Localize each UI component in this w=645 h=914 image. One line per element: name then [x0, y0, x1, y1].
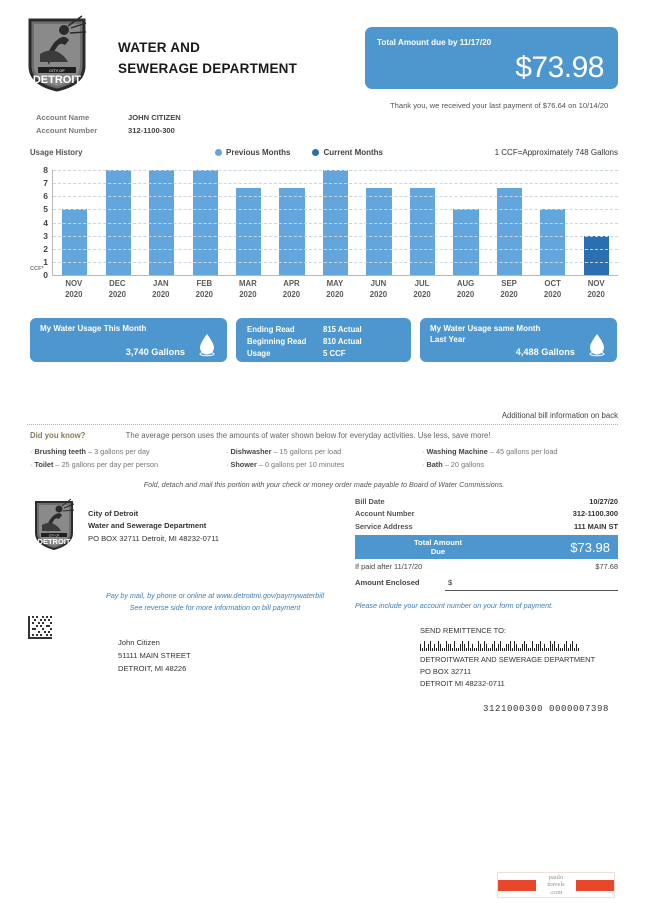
- barcode-bar: [470, 648, 471, 652]
- meter-reads-table: [247, 324, 362, 360]
- account-number-row: [36, 125, 181, 138]
- legend-dot-current-icon: [312, 149, 319, 156]
- org-line-1: City of Detroit: [88, 509, 139, 518]
- tips-column: [30, 445, 226, 472]
- chart-x-label: JUN 2020: [369, 279, 388, 299]
- customer-mailing-address: [118, 637, 191, 675]
- watermark-line-2: travels: [547, 881, 565, 889]
- barcode-bar: [562, 648, 563, 652]
- chart-gridline: [53, 183, 618, 184]
- late-amount-value: $77.68: [595, 562, 618, 572]
- total-label-line1: Total Amount: [413, 537, 463, 547]
- fold-instruction: Fold, detach and mail this portion with your check or money order made payable to Board of Water Commissions.: [143, 480, 505, 489]
- tip-detail: – 15 gallons per load: [271, 446, 342, 456]
- legend-label-current: Current Months: [323, 148, 384, 157]
- barcode-bar: [462, 641, 463, 652]
- watermark-text: [536, 874, 576, 896]
- barcode-bar: [538, 644, 539, 651]
- chart-y-tick: 2: [43, 243, 48, 254]
- tip-item: · Brushing teeth – 3 gallons per day: [30, 446, 150, 456]
- barcode-bar: [524, 641, 525, 652]
- tips-column: [422, 445, 618, 472]
- pay-note-line-1: Pay by mail, by phone or online at www.detroitmi.gov/paymywaterbill: [105, 591, 325, 600]
- watermark-bar-left: [498, 880, 536, 891]
- late-amount-row: [355, 562, 618, 571]
- barcode-bar: [552, 644, 553, 651]
- barcode-bar: [558, 644, 559, 651]
- barcode-bar: [522, 644, 523, 651]
- tip-name: Bath: [426, 460, 443, 470]
- bill-detail-rows: [355, 496, 618, 533]
- remit-line-1: DETROITWATER AND SEWERAGE DEPARTMENT: [420, 655, 596, 665]
- chart-x-label: OCT 2020: [543, 279, 562, 299]
- legend-item-current: [312, 148, 383, 157]
- barcode-bar: [496, 648, 497, 652]
- bill-detail-value: 10/27/20: [589, 497, 618, 506]
- micr-account-line: 3121000300 0000007398: [483, 704, 610, 714]
- tips-heading: Did you know?: [30, 431, 86, 440]
- chart-y-tick: 8: [43, 165, 48, 175]
- barcode-bar: [440, 644, 441, 651]
- barcode-bar: [576, 644, 577, 651]
- total-amount-due-label: [363, 538, 513, 557]
- barcode-bar: [572, 641, 573, 652]
- meter-read-row: [247, 324, 362, 336]
- tip-item: · Toilet – 25 gallons per day per person: [30, 460, 159, 470]
- barcode-bar: [508, 644, 509, 651]
- datamatrix-code-icon: [27, 615, 53, 641]
- seal-subtext: CITY OF: [49, 68, 65, 73]
- chart-x-label: FEB 2020: [195, 279, 214, 299]
- chart-gridline: [53, 249, 618, 250]
- barcode-bar: [494, 641, 495, 652]
- usage-last-year-title: [430, 324, 540, 346]
- barcode-bar: [544, 644, 545, 651]
- barcode-bar: [474, 648, 475, 652]
- seal-text: DETROIT: [32, 74, 82, 86]
- tip-item: · Dishwasher – 15 gallons per load: [226, 446, 342, 456]
- footer-watermark: [497, 872, 615, 898]
- barcode-bar: [454, 641, 455, 652]
- chart-x-label: NOV 2020: [587, 279, 605, 299]
- barcode-bar: [428, 644, 429, 651]
- barcode-bar: [420, 644, 421, 651]
- brand-line-2: SEWERAGE DEPARTMENT: [118, 60, 298, 76]
- pay-note-line-2: See reverse side for more information on bill payment: [129, 602, 301, 612]
- tip-item: · Shower – 0 gallons per 10 minutes: [226, 460, 345, 470]
- barcode-bar: [528, 648, 529, 652]
- amount-enclosed-field[interactable]: [355, 578, 618, 591]
- meter-read-row: [247, 336, 362, 348]
- barcode-bar: [546, 648, 547, 652]
- dotted-divider: [27, 424, 618, 425]
- barcode-bar: [422, 648, 423, 652]
- barcode-bar: [444, 648, 445, 652]
- meter-read-label: Beginning Read: [247, 336, 307, 346]
- late-amount-label: If paid after 11/17/20: [355, 562, 423, 572]
- barcode-bar: [488, 648, 489, 652]
- barcode-bar: [480, 644, 481, 651]
- legend-item-previous: [215, 148, 290, 157]
- chart-bar: [453, 209, 478, 275]
- water-drop-icon: [198, 333, 216, 357]
- barcode-bar: [566, 641, 567, 652]
- barcode-bar: [574, 648, 575, 652]
- chart-x-label: NOV 2020: [65, 279, 83, 299]
- chart-x-label: JUL 2020: [413, 279, 431, 299]
- chart-plot-area: [43, 165, 618, 280]
- barcode-bar: [456, 648, 457, 652]
- chart-gridline: [53, 236, 618, 237]
- barcode-bar: [564, 644, 565, 651]
- barcode-bar: [510, 641, 511, 652]
- tip-name: Washing Machine: [426, 446, 488, 456]
- chart-y-tick: 1: [43, 256, 48, 267]
- conservation-tips: [30, 430, 618, 489]
- chart-x-label: JAN 2020: [152, 279, 170, 299]
- customer-city-state-zip: DETROIT, MI 48226: [118, 663, 187, 673]
- tip-name: Dishwasher: [230, 446, 272, 456]
- chart-bar: [540, 209, 565, 275]
- barcode-bar: [534, 648, 535, 652]
- tip-detail: – 20 gallons: [442, 460, 485, 470]
- barcode-bar: [554, 641, 555, 652]
- watermark-bar-right: [576, 880, 614, 891]
- chart-gridline: [53, 170, 618, 171]
- total-amount-due-value: $73.98: [570, 539, 610, 555]
- barcode-bar: [478, 641, 479, 652]
- chart-legend: [215, 148, 383, 157]
- barcode-bar: [536, 644, 537, 651]
- account-name-value: JOHN CITIZEN: [128, 113, 181, 122]
- account-name-label: Account Name: [36, 113, 90, 122]
- tip-detail: – 3 gallons per day: [85, 446, 150, 456]
- chart-header: [30, 148, 618, 164]
- chart-y-tick: 7: [43, 178, 48, 189]
- barcode-bar: [490, 648, 491, 652]
- barcode-bar: [568, 648, 569, 652]
- chart-gridline: [53, 196, 618, 197]
- chart-gridline: [53, 223, 618, 224]
- chart-x-axis-labels: [52, 279, 618, 300]
- amount-enclosed-input[interactable]: [445, 578, 618, 591]
- remit-line-2: PO BOX 32711: [420, 667, 472, 677]
- tip-name: Toilet: [34, 460, 54, 470]
- barcode-bar: [446, 641, 447, 652]
- usage-this-month-title: My Water Usage This Month: [40, 324, 147, 333]
- barcode-bar: [530, 648, 531, 652]
- usage-last-year-title-line2: Last Year: [430, 334, 466, 344]
- customer-name: John Citizen: [118, 638, 160, 647]
- barcode-bar: [442, 648, 443, 652]
- account-summary: [36, 112, 181, 137]
- tips-lead: The average person uses the amounts of water shown below for everyday activities. Use less, save more!: [125, 431, 491, 440]
- last-payment-note: Thank you, we received your last payment of $76.64 on 10/14/20: [390, 101, 609, 110]
- watermark-line-1: paulo: [548, 873, 564, 881]
- barcode-bar: [430, 641, 431, 652]
- page-title: [118, 38, 297, 80]
- barcode-bar: [498, 644, 499, 651]
- tip-item: · Washing Machine – 45 gallons per load: [422, 446, 558, 456]
- chart-bar: [584, 236, 609, 275]
- total-label-line2: Due: [430, 547, 446, 557]
- payment-instructions: [95, 590, 335, 613]
- remit-line-3: DETROIT MI 48232-0711: [420, 679, 505, 689]
- usage-last-year-value: 4,488 Gallons: [515, 347, 575, 357]
- barcode-bar: [450, 644, 451, 651]
- city-of-detroit-seal-icon: [33, 498, 75, 550]
- chart-x-label: MAY 2020: [326, 279, 344, 299]
- chart-y-tick: 3: [43, 230, 48, 241]
- include-account-note: Please include your account number on your form of payment.: [355, 601, 554, 610]
- bill-detail-label: Account Number: [355, 509, 415, 519]
- barcode-bar: [468, 641, 469, 652]
- tip-name: Brushing teeth: [34, 446, 86, 456]
- barcode-bar: [502, 648, 503, 652]
- chart-axis-unit-label: CCF*: [30, 266, 44, 272]
- bill-detail-value: 312-1100.300: [572, 509, 618, 519]
- meter-reads-box: [236, 318, 411, 362]
- bill-header: [0, 0, 645, 135]
- water-drop-icon: [588, 333, 606, 357]
- chart-x-label: MAR 2020: [239, 279, 257, 299]
- tip-detail: – 25 gallons per day per person: [53, 460, 159, 470]
- meter-read-label: Ending Read: [247, 325, 295, 334]
- bill-detail-row: [355, 521, 618, 533]
- seal-text: DETROIT: [37, 537, 71, 546]
- barcode-bar: [436, 648, 437, 652]
- total-amount-due-row: [355, 535, 618, 559]
- bill-detail-row: [355, 508, 618, 520]
- brand-line-1: WATER AND: [118, 40, 201, 55]
- amount-due-value: $73.98: [515, 51, 604, 84]
- barcode-bar: [514, 641, 515, 652]
- barcode-bar: [548, 648, 549, 652]
- chart-gridline: [53, 209, 618, 210]
- barcode-bar: [504, 648, 505, 652]
- chart-x-label: DEC 2020: [108, 279, 126, 299]
- bill-detail-label: Service Address: [355, 521, 413, 531]
- barcode-bar: [560, 648, 561, 652]
- org-line-2: Water and Sewerage Department: [88, 521, 207, 531]
- meter-read-value: 5 CCF: [323, 348, 346, 358]
- tips-heading-row: [30, 430, 618, 442]
- chart-y-tick: 5: [43, 204, 48, 215]
- send-remittance-block: [420, 625, 595, 691]
- barcode-bar: [424, 641, 425, 652]
- barcode-bar: [434, 644, 435, 651]
- seal-subtext: CITY OF: [48, 534, 60, 538]
- barcode-bar: [484, 641, 485, 652]
- bill-detail-value: 111 MAIN ST: [574, 521, 618, 531]
- ccf-conversion-note: 1 CCF=Approximately 748 Gallons: [494, 148, 618, 157]
- remittance-org-address: [88, 508, 219, 545]
- barcode-bar: [520, 648, 521, 652]
- barcode-bar: [516, 644, 517, 651]
- barcode-bar: [540, 641, 541, 652]
- org-line-3: PO BOX 32711 Detroit, MI 48232-0711: [88, 533, 219, 543]
- barcode-bar: [432, 648, 433, 652]
- barcode-bar: [486, 644, 487, 651]
- chart-x-label: SEP 2020: [500, 279, 518, 299]
- barcode-bar: [532, 641, 533, 652]
- barcode-bar: [492, 644, 493, 651]
- barcode-bar: [460, 644, 461, 651]
- barcode-bar: [464, 644, 465, 651]
- chart-y-tick: 6: [43, 191, 48, 202]
- barcode-bar: [526, 644, 527, 651]
- usage-info-boxes: [30, 318, 618, 362]
- barcode-bar: [448, 644, 449, 651]
- bill-details-table: [355, 496, 618, 571]
- remit-heading: SEND REMITTENCE TO:: [420, 626, 506, 635]
- amount-enclosed-label: Amount Enclosed: [355, 578, 420, 587]
- usage-this-month-value: 3,740 Gallons: [125, 347, 185, 357]
- chart-title: Usage History: [30, 148, 83, 157]
- tips-grid: [30, 445, 618, 472]
- meter-read-value: 815 Actual: [323, 325, 362, 334]
- meter-read-value: 810 Actual: [323, 336, 362, 346]
- usage-last-year-box: [420, 318, 617, 362]
- barcode-bar: [512, 648, 513, 652]
- city-of-detroit-seal-icon: [26, 14, 88, 92]
- usage-this-month-box: [30, 318, 227, 362]
- chart-y-tick: 4: [43, 217, 48, 228]
- bill-detail-label: Bill Date: [355, 497, 385, 506]
- tips-column: [226, 445, 422, 472]
- chart-gridline: [53, 262, 618, 263]
- barcode-bar: [506, 644, 507, 651]
- barcode-bar: [452, 648, 453, 652]
- meter-read-label: Usage: [247, 348, 271, 358]
- usage-last-year-title-line1: My Water Usage same Month: [430, 324, 541, 333]
- tip-item: · Bath – 20 gallons: [422, 460, 485, 470]
- account-number-label: Account Number: [36, 125, 98, 135]
- chart-x-label: APR 2020: [282, 279, 301, 299]
- usage-history-chart: [30, 148, 618, 300]
- account-number-value: 312-1100-300: [128, 125, 175, 135]
- currency-symbol: $: [448, 578, 453, 587]
- account-name-row: [36, 112, 181, 125]
- barcode-bar: [518, 648, 519, 652]
- barcode-bar: [550, 641, 551, 652]
- barcode-bar: [458, 648, 459, 652]
- barcode-bar: [482, 648, 483, 652]
- postal-barcode-icon: [420, 639, 595, 651]
- additional-info-note: Additional bill information on back: [501, 411, 618, 420]
- barcode-bar: [476, 648, 477, 652]
- barcode-bar: [578, 648, 579, 652]
- tip-detail: – 0 gallons per 10 minutes: [256, 460, 345, 470]
- barcode-bar: [542, 648, 543, 652]
- chart-y-tick: 0: [43, 270, 48, 280]
- legend-dot-previous-icon: [215, 149, 222, 156]
- meter-read-row: [247, 348, 362, 360]
- barcode-bar: [472, 644, 473, 651]
- tip-detail: – 45 gallons per load: [487, 446, 558, 456]
- barcode-bar: [570, 644, 571, 651]
- barcode-bar: [466, 648, 467, 652]
- barcode-bar: [556, 648, 557, 652]
- watermark-line-3: .com: [549, 888, 563, 896]
- bill-detail-row: [355, 496, 618, 508]
- customer-street: 51111 MAIN STREET: [118, 650, 191, 660]
- barcode-bar: [426, 648, 427, 652]
- legend-label-previous: Previous Months: [226, 148, 291, 157]
- chart-x-label: AUG 2020: [456, 279, 475, 299]
- amount-due-label: Total Amount due by 11/17/20: [377, 38, 492, 47]
- total-amount-due-panel: [365, 27, 618, 89]
- barcode-bar: [438, 641, 439, 652]
- tip-name: Shower: [230, 460, 257, 470]
- barcode-bar: [500, 641, 501, 652]
- chart-bar: [62, 209, 87, 275]
